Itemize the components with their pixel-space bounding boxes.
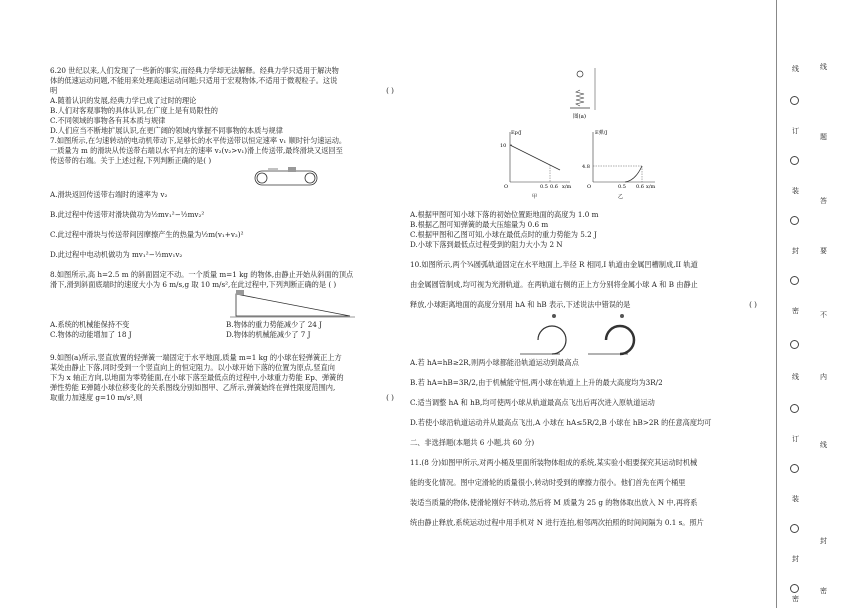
margin-char: 线 — [820, 63, 827, 71]
margin-char: 线 — [792, 373, 799, 381]
option: B.根据乙图可知弹簧的最大压缩量为 0.6 m — [410, 220, 549, 229]
binding-hole-icon — [790, 340, 799, 349]
option: A.根据甲图可知小球下落的初始位置距地面的高度为 1.0 m — [410, 210, 599, 219]
margin-char: 封 — [792, 247, 799, 255]
binding-line — [776, 0, 777, 608]
right-column — [410, 60, 765, 528]
answer-paren: ( ) — [749, 300, 757, 309]
spring-figure — [570, 68, 595, 120]
margin-char: 线 — [820, 441, 827, 449]
track-I — [520, 314, 566, 354]
jia-xunit: x/m — [562, 184, 572, 190]
q6-line — [50, 86, 402, 96]
option: B.人们对客观事物的具体认识,在广度上是有局限性的 — [50, 106, 218, 115]
yi-x2: 0.6 — [636, 184, 644, 190]
q11-line: 装适当质量的物体,使滑轮刚好不转动,然后将 M 质量为 25 g 的物体取出放入 N 中,再将系 — [410, 498, 698, 507]
fig-a-label: 图(a) — [573, 114, 587, 120]
margin-char: 内 — [820, 373, 827, 381]
yi-y0: 4.8 — [582, 164, 590, 170]
option: D.此过程中电动机做功为 mv₁²−½mv₁v₂ — [50, 250, 183, 259]
option-row — [50, 330, 402, 340]
incline-figure — [50, 290, 402, 320]
binding-hole-icon — [790, 584, 799, 593]
binding-hole-icon — [790, 404, 799, 413]
jia-origin: O — [504, 184, 509, 190]
margin-char: 不 — [820, 311, 827, 319]
q6-line-text: 明 — [50, 86, 58, 95]
yi-x1: 0.5 — [618, 184, 626, 190]
jia-x2: 0.6 — [550, 184, 558, 190]
option: D.小球下落到最低点过程受到的阻力大小为 2 N — [410, 240, 563, 249]
option: C.物体的动能增加了 18 J — [50, 330, 132, 339]
binding-hole-icon — [790, 524, 799, 533]
answer-paren: ( ) — [386, 393, 394, 402]
answer-paren: ( ) — [386, 86, 394, 95]
q9-line — [50, 393, 402, 403]
yi-name: 乙 — [618, 194, 624, 200]
q11-line: 统由静止释放,系统运动过程中用手机对 N 进行连拍,相邻两次拍照的时间间隔为 0.1 s。照片 — [410, 518, 704, 527]
section-heading: 二、非选择题(本题共 6 小题,共 60 分) — [410, 438, 535, 447]
jia-y0: 10 — [500, 143, 507, 149]
left-column — [50, 66, 402, 403]
margin-char: 装 — [792, 495, 799, 503]
margin-char: 封 — [820, 537, 827, 545]
q8-line: 8.如图所示,高 h=2.5 m 的斜面固定不动。一个质量 m=1 kg 的物体,由静止开始从斜面的顶点 — [50, 270, 354, 279]
option: D.物体的机械能减少了 7 J — [226, 330, 311, 339]
q7-line: 7.如图所示,在匀速转动的电动机带动下,足够长的水平传送带以恒定速率 v₁ 顺时针匀速运动。 — [50, 136, 347, 145]
margin-char: 答 — [820, 197, 827, 205]
option: D.若使小球沿轨道运动并从最高点飞出,A 小球在 hA≤5R/2,B 小球在 hB>2R 的任意高度均可 — [410, 418, 712, 427]
option: B.若 hA=hB=3R/2,由于机械能守恒,两小球在轨道上上升的最大高度均为3R/2 — [410, 378, 663, 387]
graph-jia — [500, 130, 572, 200]
binding-hole-icon — [790, 216, 799, 225]
q10-line — [410, 300, 765, 310]
q9-figures — [410, 60, 765, 210]
option: A.系统的机械能保持不变 — [50, 320, 130, 329]
q11-line: 能的变化情况。图中定滑轮的质量很小,转动时受到的摩擦力很小。他们首先在两个桶里 — [410, 478, 686, 487]
q10-line-text: 释放,小球距离地面的高度分别用 hA 和 hB 表示,下述说法中错误的是 — [410, 300, 631, 309]
arc-tracks-figure — [410, 310, 765, 358]
q11-line: 11.(8 分)如图甲所示,对两小桶及里面所装物体组成的系统,某实验小组要探究其运动时机械 — [410, 458, 698, 467]
option: C.根据甲图和乙图可知,小球在最低点时的重力势能为 5.2 J — [410, 230, 597, 239]
q6-line: 6.20 世纪以来,人们发现了一些新的事实,而经典力学却无法解释。经典力学只适用于解决物 — [50, 66, 339, 75]
q9-line: 下为 x 轴正方向,以地面为零势能面,在小球下落至最低点的过程中,小球重力势能 Ep、弹簧的 — [50, 373, 344, 382]
q9-line-text: 取重力加速度 g=10 m/s²,则 — [50, 393, 143, 402]
conveyor-belt-figure — [50, 166, 402, 190]
margin-char: 密 — [792, 595, 799, 603]
option: B.物体的重力势能减少了 24 J — [226, 320, 323, 329]
binding-hole-icon — [790, 276, 799, 285]
margin-char: 密 — [820, 587, 827, 595]
option: A.随着认识的发展,经典力学已成了过时的理论 — [50, 96, 197, 105]
graph-yi — [582, 129, 656, 200]
q10-line: 10.如图所示,两个¾圆弧轨道固定在水平地面上,半径 R 相同,I 轨道由金属凹槽制成,II 轨道 — [410, 260, 698, 269]
q6-line: 体的低速运动问题,不能用来处理高速运动问题;只适用于宏观物体,不适用于微观粒子。这说 — [50, 76, 338, 85]
binding-hole-icon — [790, 464, 799, 473]
option: B.此过程中传送带对滑块做功为½mv₁²−½mv₂² — [50, 210, 205, 219]
option: A.滑块返回传送带右端时的速率为 v₂ — [50, 190, 168, 199]
binding-hole-icon — [790, 96, 799, 105]
margin-char: 线 — [792, 65, 799, 73]
option: C.适当调整 hA 和 hB,均可使两小球从轨道最高点飞出后再次进入原轨道运动 — [410, 398, 655, 407]
margin-char: 要 — [820, 247, 827, 255]
q9-line: 9.如图(a)所示,竖直放置的轻弹簧一端固定于水平地面,质量 m=1 kg 的小球在轻弹簧正上方 — [50, 353, 342, 362]
q7-line: 一质量为 m 的滑块从传送带右端以水平向左的速率 v₂(v₂>v₁)滑上传送带,最终滑块又返回至 — [50, 146, 343, 155]
yi-ylabel: E弹/J — [595, 130, 608, 136]
option: C.此过程中滑块与传送带间因摩擦产生的热量为½m(v₁+v₂)² — [50, 230, 244, 239]
jia-name: 甲 — [532, 194, 538, 200]
yi-origin: O — [587, 184, 592, 190]
q9-line: 某处由静止下落,同时受到一个竖直向上的恒定阻力。以小球开始下落的位置为原点,竖直向 — [50, 363, 335, 372]
margin-char: 订 — [792, 435, 799, 443]
binding-hole-icon — [790, 156, 799, 165]
q7-line: 传送带的右端。关于上述过程,下列判断正确的是( ) — [50, 156, 212, 165]
option: C.不同领域的事物各有其本质与规律 — [50, 116, 166, 125]
q8-line: 滑下,滑到斜面底端时的速度大小为 6 m/s,g 取 10 m/s²,在此过程中,下列判断正确的是 ( ) — [50, 280, 337, 289]
yi-xunit: x/m — [646, 184, 656, 190]
margin-char: 订 — [792, 127, 799, 135]
track-II — [588, 314, 634, 354]
q9-line: 弹性势能 E弹随小球位移变化的关系图线分别如图甲、乙所示,弹簧始终在弹性限度范围内, — [50, 383, 336, 392]
margin-char: 装 — [792, 187, 799, 195]
margin-char: 题 — [820, 133, 827, 141]
q10-line: 由金属圆管制成,均可视为光滑轨道。在两轨道右侧的正上方分别将金属小球 A 和 B 由静止 — [410, 280, 698, 289]
jia-ylabel: Ep/J — [511, 130, 522, 136]
jia-x1: 0.5 — [540, 184, 548, 190]
margin-char: 密 — [792, 307, 799, 315]
option: D.人们应当不断地扩展认识,在更广阔的领域内掌握不同事物的本质与规律 — [50, 126, 283, 135]
option: A.若 hA=hB≥2R,则两小球都能沿轨道运动到最高点 — [410, 358, 579, 367]
option-row — [50, 320, 402, 330]
margin-char: 封 — [792, 555, 799, 563]
